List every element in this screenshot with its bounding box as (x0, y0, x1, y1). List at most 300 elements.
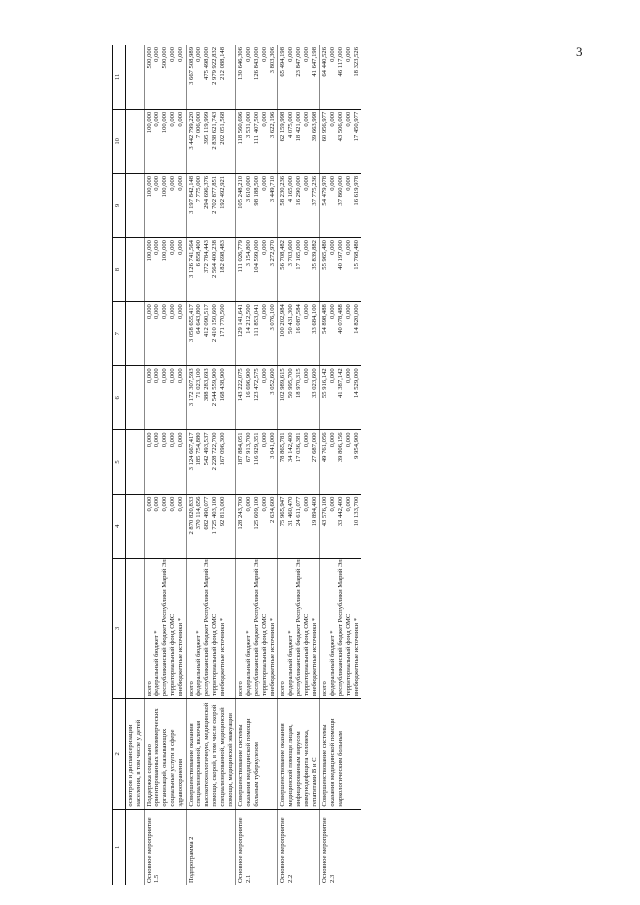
amount-value: 0,000 (260, 496, 268, 512)
table-row (126, 45, 145, 885)
value-cell (320, 430, 361, 494)
value-cell (278, 109, 320, 173)
column-header: 4 (113, 494, 126, 558)
amount-value: 7 775,000 (195, 175, 203, 203)
amount-value: 6 858,400 (195, 240, 203, 267)
funding-source: всего (321, 681, 329, 697)
funding-source-cell (320, 558, 361, 698)
amount-value: 4 165,000 (287, 175, 295, 203)
amount-value: 64 643,800 (195, 304, 203, 334)
amount-value: 100,000 (145, 175, 153, 198)
amount-value: 129 141,641 (237, 304, 245, 338)
amount-value: 0,000 (329, 368, 337, 384)
value-cell (320, 302, 361, 366)
amount-value: 0,000 (168, 111, 176, 127)
amount-value: 105 248,210 (237, 175, 245, 209)
amount-value: 3 124 667,417 (187, 432, 195, 471)
amount-value: 100,000 (161, 111, 169, 134)
amount-value: 0,000 (161, 304, 169, 320)
amount-value: 0,000 (260, 432, 268, 448)
amount-value: 0,000 (344, 175, 352, 191)
amount-value: 0,000 (168, 496, 176, 512)
amount-value: 0,000 (344, 368, 352, 384)
value-cell (126, 238, 145, 302)
amount-value: 500,000 (161, 47, 169, 69)
amount-value: 43 576,100 (321, 496, 329, 527)
amount-value: 15 768,480 (352, 240, 360, 270)
funding-source: всего (237, 681, 245, 697)
amount-value: 3 531,000 (245, 111, 253, 139)
amount-value: 37 860,000 (336, 175, 344, 206)
value-cell (126, 430, 145, 494)
amount-value: 0,000 (168, 47, 176, 62)
value-cell (236, 494, 278, 558)
table-row (186, 45, 236, 885)
measure-code-cell: Основное мероприятие 2.2 (278, 809, 320, 885)
value-cell (278, 366, 320, 430)
amount-value: 0,000 (302, 496, 310, 512)
funding-source: территориальный фонд ОМС (260, 613, 268, 697)
measure-code-cell: Подпрограмма 2 (186, 809, 236, 885)
amount-value: 2 564 400,238 (210, 240, 218, 278)
measure-title-cell: Совершенствование оказания специализированной, включая высокотехнологичную, медицинской помощи, скорой, в том числе скорой специализированной, медицинской помощи, медицинской эвакуации (186, 699, 236, 809)
amount-value: 3 076,100 (268, 304, 276, 331)
funding-source: федеральный бюджет * (245, 630, 253, 697)
amount-value: 212 088,148 (218, 47, 226, 80)
amount-value: 116 929,351 (252, 432, 260, 466)
amount-value: 2 544 559,900 (210, 368, 218, 407)
amount-value: 388 283,693 (203, 368, 211, 402)
amount-value: 182 698,483 (218, 240, 226, 273)
value-cell (320, 109, 361, 173)
amount-value: 128 243,700 (237, 496, 245, 530)
rotated-table-container (112, 45, 612, 885)
amount-value: 33 442,400 (336, 496, 344, 527)
amount-value: 0,000 (161, 368, 169, 384)
amount-value: 372 784,443 (203, 240, 211, 273)
amount-value: 0,000 (168, 240, 176, 255)
value-cell (144, 302, 186, 366)
value-cell (144, 109, 186, 173)
measure-code-cell: Основное мероприятие 2.1 (236, 809, 278, 885)
amount-value: 500,000 (145, 47, 153, 69)
amount-value: 40 197,000 (336, 240, 344, 270)
amount-value: 3 154,800 (245, 240, 253, 267)
amount-value: 0,000 (245, 496, 253, 512)
table-header-row (113, 45, 126, 885)
amount-value: 2 228 722,700 (210, 432, 218, 471)
amount-value: 125 609,100 (252, 496, 260, 530)
measure-title-cell: Совершенствование системы оказания медицинской помощи больным туберкулезом (236, 699, 278, 809)
value-cell (186, 109, 236, 173)
amount-value: 18 421,000 (294, 111, 302, 142)
amount-value: 123 472,575 (252, 368, 260, 402)
amount-value: 0,000 (344, 240, 352, 255)
amount-value: 0,000 (176, 47, 184, 62)
funding-source: республиканский бюджет Республики Марий Эл (252, 559, 260, 697)
amount-value: 33 684,100 (310, 304, 318, 334)
amount-value: 3 667 508,989 (187, 47, 195, 85)
amount-value: 0,000 (344, 432, 352, 448)
value-cell (186, 173, 236, 237)
amount-value: 33 023,600 (310, 368, 318, 398)
value-cell (144, 430, 186, 494)
amount-value: 0,000 (260, 240, 268, 255)
amount-value: 100 202,984 (279, 304, 287, 338)
funding-source: федеральный бюджет * (287, 630, 295, 697)
funding-source: внебюджетные источники * (176, 618, 184, 697)
value-cell (144, 494, 186, 558)
amount-value: 0,000 (329, 175, 337, 191)
amount-value: 3 172 307,593 (187, 368, 195, 407)
table-row (320, 45, 361, 885)
amount-value: 0,000 (245, 47, 253, 62)
amount-value: 65 494,198 (279, 47, 287, 77)
amount-value: 3 803,306 (268, 47, 276, 74)
measure-code-cell (126, 809, 145, 885)
amount-value: 100,000 (161, 240, 169, 262)
amount-value: 143 222,075 (237, 368, 245, 402)
amount-value: 0,000 (302, 368, 310, 384)
amount-value: 0,000 (260, 47, 268, 62)
amount-value: 0,000 (176, 111, 184, 127)
amount-value: 0,000 (329, 496, 337, 512)
amount-value: 3 126 741,564 (187, 240, 195, 278)
value-cell (236, 302, 278, 366)
column-header: 6 (113, 366, 126, 430)
amount-value: 0,000 (176, 175, 184, 191)
amount-value: 3 442 799,220 (187, 111, 195, 150)
amount-value: 60 956,977 (321, 111, 329, 142)
amount-value: 16 290,000 (294, 175, 302, 206)
amount-value: 4 075,000 (287, 111, 295, 139)
amount-value: 100,000 (161, 175, 169, 198)
amount-value: 92 813,000 (218, 496, 226, 527)
measure-title-cell: Совершенствование оказания медицинской помощи лицам, инфицированным вирусом иммунодефицита человека, гепатитами B и C (278, 699, 320, 809)
amount-value: 111 026,779 (237, 240, 245, 273)
amount-value: 0,000 (302, 111, 310, 127)
amount-value: 3 610,000 (245, 175, 253, 203)
amount-value: 0,000 (344, 496, 352, 512)
funding-source-cell (278, 558, 320, 698)
amount-value: 46 117,000 (336, 47, 344, 77)
column-header: 8 (113, 238, 126, 302)
amount-value: 100,000 (145, 111, 153, 134)
value-cell (186, 366, 236, 430)
amount-value: 0,000 (176, 432, 184, 448)
funding-source: внебюджетные источники * (352, 618, 360, 697)
funding-source: территориальный фонд ОМС (302, 613, 310, 697)
funding-source: федеральный бюджет * (195, 630, 203, 697)
amount-value: 24 611,077 (294, 496, 302, 527)
amount-value: 0,000 (344, 47, 352, 62)
amount-value: 168 438,900 (218, 368, 226, 402)
amount-value: 102 989,615 (279, 368, 287, 402)
value-cell (144, 366, 186, 430)
amount-value: 0,000 (329, 47, 337, 62)
amount-value: 0,000 (145, 496, 153, 512)
amount-value: 0,000 (329, 240, 337, 255)
amount-value: 37 775,236 (310, 175, 318, 206)
amount-value: 412 090,517 (203, 304, 211, 338)
amount-value: 3 449,710 (268, 175, 276, 203)
value-cell (236, 238, 278, 302)
value-cell (236, 430, 278, 494)
amount-value: 54 898,488 (321, 304, 329, 334)
funding-source-cell (126, 558, 145, 698)
amount-value: 43 506,000 (336, 111, 344, 142)
amount-value: 3 041,000 (268, 432, 276, 459)
value-cell (278, 238, 320, 302)
funding-source: федеральный бюджет * (329, 630, 337, 697)
amount-value: 171 770,500 (218, 304, 226, 338)
amount-value: 17 450,977 (352, 111, 360, 142)
value-cell (278, 45, 320, 109)
amount-value: 71 023,100 (195, 368, 203, 398)
value-cell (236, 109, 278, 173)
table-row (236, 45, 278, 885)
amount-value: 64 440,526 (321, 47, 329, 77)
amount-value: 78 865,781 (279, 432, 287, 463)
measure-title-cell: Совершенствование системы оказания медицинской помощи наркологическим больным (320, 699, 361, 809)
amount-value: 50 995,700 (287, 368, 295, 398)
value-cell (278, 430, 320, 494)
amount-value: 192 492,921 (218, 175, 226, 209)
amount-value: 3 622,196 (268, 111, 276, 139)
value-cell (126, 366, 145, 430)
amount-value: 18 323,526 (352, 47, 360, 77)
funding-source-cell (186, 558, 236, 698)
amount-value: 62 159,998 (279, 111, 287, 142)
amount-value: 16 087,584 (294, 304, 302, 334)
funding-source: территориальный фонд ОМС (168, 613, 176, 697)
amount-value: 0,000 (260, 304, 268, 320)
amount-value: 3 052,600 (268, 368, 276, 395)
column-header: 7 (113, 302, 126, 366)
measure-title-cell: осмотров и диспансеризации населения, в том числе у детей (126, 699, 145, 809)
amount-value: 58 230,236 (279, 175, 287, 206)
funding-source: внебюджетные источники * (268, 618, 276, 697)
value-cell (320, 45, 361, 109)
amount-value: 187 884,051 (237, 432, 245, 466)
amount-value: 9 954,900 (352, 432, 360, 459)
value-cell (186, 430, 236, 494)
value-cell (186, 238, 236, 302)
funding-source: республиканский бюджет Республики Марий Эл (294, 559, 302, 697)
table-row (278, 45, 320, 885)
amount-value: 0,000 (329, 304, 337, 320)
amount-value: 14 529,000 (352, 368, 360, 398)
funding-source-cell (144, 558, 186, 698)
amount-value: 2 838 621,743 (210, 111, 218, 150)
amount-value: 294 696,376 (203, 175, 211, 209)
amount-value: 55 965,480 (321, 240, 329, 270)
funding-source: всего (279, 681, 287, 697)
amount-value: 0,000 (153, 496, 161, 512)
amount-value: 0,000 (153, 175, 161, 191)
amount-value: 0,000 (161, 496, 169, 512)
amount-value: 56 708,482 (279, 240, 287, 270)
amount-value: 130 646,306 (237, 47, 245, 80)
funding-source: республиканский бюджет Республики Марий Эл (203, 559, 211, 697)
value-cell (278, 173, 320, 237)
amount-value: 49 761,056 (321, 432, 329, 463)
funding-source: всего (187, 681, 195, 697)
amount-value: 0,000 (168, 304, 176, 320)
amount-value: 14 212,500 (245, 304, 253, 334)
amount-value: 75 965,947 (279, 496, 287, 527)
amount-value: 542 493,537 (203, 432, 211, 466)
amount-value: 0,000 (153, 240, 161, 255)
amount-value: 0,000 (145, 432, 153, 448)
amount-value: 0,000 (302, 175, 310, 191)
amount-value: 0,000 (260, 175, 268, 191)
column-header: 3 (113, 558, 126, 698)
value-cell (126, 173, 145, 237)
amount-value: 41 387,142 (336, 368, 344, 398)
funding-source: республиканский бюджет Республики Марий Эл (161, 559, 169, 697)
value-cell (186, 494, 236, 558)
amount-value: 0,000 (176, 368, 184, 384)
amount-value: 104 599,000 (252, 240, 260, 273)
amount-value: 0,000 (176, 496, 184, 512)
value-cell (126, 45, 145, 109)
funding-source: территориальный фонд ОМС (344, 613, 352, 697)
amount-value: 19 894,400 (310, 496, 318, 527)
amount-value: 7 006,000 (195, 111, 203, 139)
amount-value: 0,000 (302, 47, 310, 62)
amount-value: 39 806,156 (336, 432, 344, 463)
amount-value: 111 407,500 (252, 111, 260, 145)
amount-value: 98 188,500 (252, 175, 260, 206)
amount-value: 31 460,470 (287, 496, 295, 527)
amount-value: 167 096,300 (218, 432, 226, 466)
value-cell (278, 302, 320, 366)
amount-value: 54 479,978 (321, 175, 329, 206)
column-header: 1 (113, 809, 126, 885)
amount-value: 370 114,656 (195, 496, 203, 530)
amount-value: 0,000 (329, 111, 337, 127)
amount-value: 2 410 150,600 (210, 304, 218, 343)
amount-value: 41 647,198 (310, 47, 318, 77)
value-cell (320, 494, 361, 558)
amount-value: 0,000 (344, 304, 352, 320)
funding-source: всего (145, 681, 153, 697)
amount-value: 23 847,000 (294, 47, 302, 77)
budget-table (112, 45, 361, 885)
amount-value: 0,000 (153, 368, 161, 384)
amount-value: 0,000 (176, 240, 184, 255)
value-cell (126, 302, 145, 366)
amount-value: 2 979 922,832 (210, 47, 218, 85)
amount-value: 17 165,000 (294, 240, 302, 270)
amount-value: 67 913,700 (245, 432, 253, 463)
amount-value: 682 490,077 (203, 496, 211, 530)
amount-value: 55 916,142 (321, 368, 329, 398)
table-row (144, 45, 186, 885)
amount-value: 0,000 (161, 432, 169, 448)
value-cell (186, 302, 236, 366)
amount-value: 3 197 842,148 (187, 175, 195, 214)
amount-value: 100,000 (145, 240, 153, 262)
value-cell (236, 366, 278, 430)
measure-code-cell: Основное мероприятие 1.5 (144, 809, 186, 885)
amount-value: 3 058 655,417 (187, 304, 195, 343)
amount-value: 2 870 820,833 (187, 496, 195, 535)
amount-value: 0,000 (168, 432, 176, 448)
amount-value: 395 119,999 (203, 111, 211, 145)
measure-code-cell: Основное мероприятие 2.3 (320, 809, 361, 885)
amount-value: 0,000 (176, 304, 184, 320)
amount-value: 18 970,315 (294, 368, 302, 398)
amount-value: 0,000 (329, 432, 337, 448)
funding-source: республиканский бюджет Республики Марий Эл (336, 559, 344, 697)
amount-value: 1 725 403,100 (210, 496, 218, 535)
amount-value: 0,000 (153, 432, 161, 448)
amount-value: 0,000 (168, 175, 176, 191)
page-number: 3 (576, 44, 583, 59)
value-cell (236, 45, 278, 109)
column-header: 9 (113, 173, 126, 237)
value-cell (320, 366, 361, 430)
funding-source: территориальный фонд ОМС (210, 613, 218, 697)
amount-value: 0,000 (302, 432, 310, 448)
amount-value: 40 078,488 (336, 304, 344, 334)
column-header: 5 (113, 430, 126, 494)
column-header: 2 (113, 699, 126, 809)
amount-value: 2 634,600 (268, 496, 276, 523)
amount-value: 111 853,041 (252, 304, 260, 337)
funding-source: внебюджетные источники * (218, 618, 226, 697)
amount-value: 17 036,381 (294, 432, 302, 463)
amount-value: 16 619,978 (352, 175, 360, 206)
amount-value: 0,000 (260, 368, 268, 384)
amount-value: 2 702 877,851 (210, 175, 218, 214)
value-cell (320, 238, 361, 302)
amount-value: 0,000 (344, 111, 352, 127)
amount-value: 0,000 (153, 111, 161, 127)
amount-value: 16 696,900 (245, 368, 253, 398)
amount-value: 0,000 (260, 111, 268, 127)
value-cell (144, 238, 186, 302)
funding-source: федеральный бюджет * (153, 630, 161, 697)
amount-value: 185 754,880 (195, 432, 203, 466)
amount-value: 0,000 (153, 47, 161, 62)
amount-value: 3 272,970 (268, 240, 276, 267)
amount-value: 0,000 (145, 304, 153, 320)
measure-title-cell: Поддержка социально ориентированных некоммерческих организаций, оказывающих социальные услуги в сфере здравоохранения (144, 699, 186, 809)
value-cell (126, 109, 145, 173)
value-cell (144, 45, 186, 109)
amount-value: 475 498,000 (203, 47, 211, 80)
value-cell (320, 173, 361, 237)
amount-value: 35 839,882 (310, 240, 318, 270)
value-cell (186, 45, 236, 109)
column-header: 10 (113, 109, 126, 173)
amount-value: 0,000 (302, 240, 310, 255)
amount-value: 118 560,696 (237, 111, 245, 145)
amount-value: 0,000 (195, 47, 203, 62)
amount-value: 3 703,600 (287, 240, 295, 267)
value-cell (126, 494, 145, 558)
column-header: 11 (113, 45, 126, 109)
amount-value: 14 820,000 (352, 304, 360, 334)
amount-value: 0,000 (168, 368, 176, 384)
funding-source: внебюджетные источники * (310, 618, 318, 697)
value-cell (236, 173, 278, 237)
amount-value: 126 843,000 (252, 47, 260, 80)
amount-value: 0,000 (302, 304, 310, 320)
